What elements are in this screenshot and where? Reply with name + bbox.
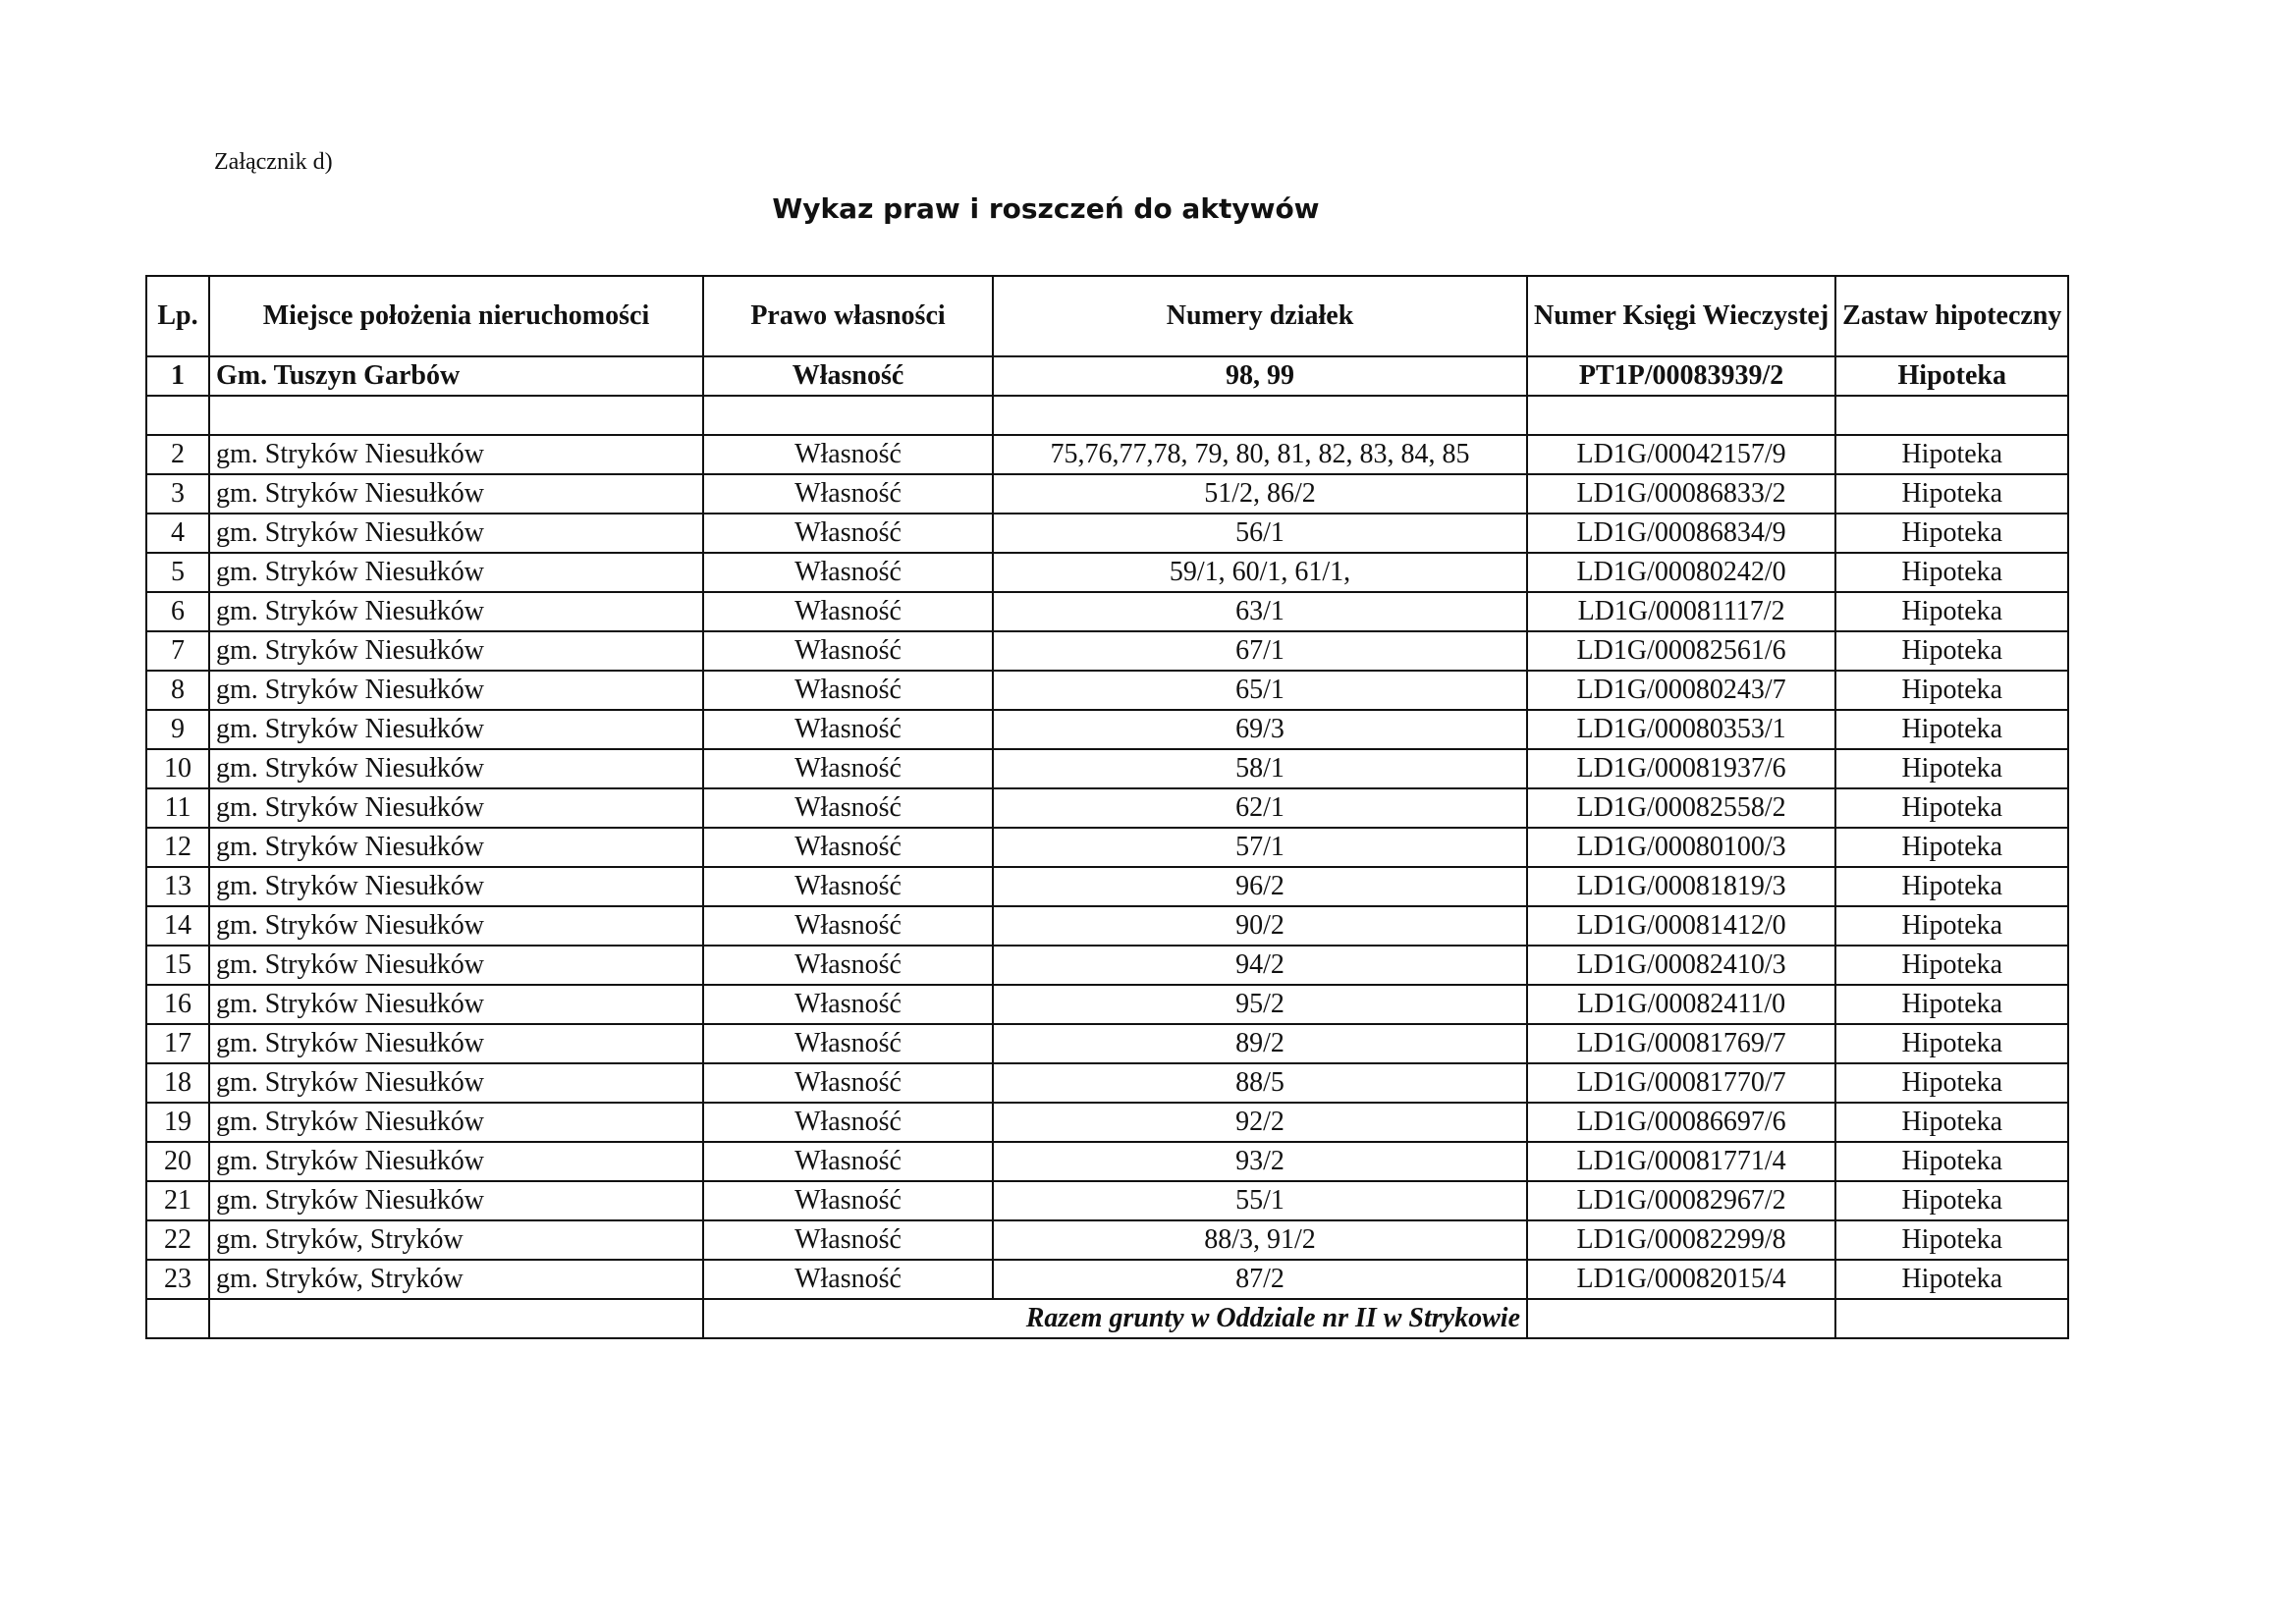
cell-lp: 1	[146, 356, 209, 396]
cell-mortgage: Hipoteka	[1835, 1260, 2068, 1299]
cell-mortgage: Hipoteka	[1835, 710, 2068, 749]
cell-ownership: Własność	[703, 788, 993, 828]
summary-empty-location	[209, 1299, 703, 1338]
cell-mortgage: Hipoteka	[1835, 749, 2068, 788]
cell-location: gm. Stryków Niesułków	[209, 631, 703, 671]
cell-land-register: LD1G/00081937/6	[1527, 749, 1835, 788]
cell-lp: 14	[146, 906, 209, 946]
cell-land-register: LD1G/00080353/1	[1527, 710, 1835, 749]
cell-plots: 55/1	[993, 1181, 1527, 1220]
cell-land-register: LD1G/00082967/2	[1527, 1181, 1835, 1220]
cell-land-register: LD1G/00086697/6	[1527, 1103, 1835, 1142]
table-row	[146, 553, 2068, 592]
cell-mortgage: Hipoteka	[1835, 985, 2068, 1024]
cell-location: gm. Stryków, Stryków	[209, 1220, 703, 1260]
cell-plots: 67/1	[993, 631, 1527, 671]
cell-plots: 59/1, 60/1, 61/1,	[993, 553, 1527, 592]
cell-location: gm. Stryków Niesułków	[209, 435, 703, 474]
cell-ownership: Własność	[703, 1142, 993, 1181]
cell-plots: 88/3, 91/2	[993, 1220, 1527, 1260]
cell-plots: 92/2	[993, 1103, 1527, 1142]
cell-plots: 96/2	[993, 867, 1527, 906]
cell-plots: 93/2	[993, 1142, 1527, 1181]
assets-table	[145, 275, 2069, 1339]
table-row	[146, 356, 2068, 396]
cell-lp: 22	[146, 1220, 209, 1260]
cell-mortgage: Hipoteka	[1835, 1181, 2068, 1220]
cell-land-register: LD1G/00081117/2	[1527, 592, 1835, 631]
cell-location: gm. Stryków Niesułków	[209, 1103, 703, 1142]
cell-lp: 21	[146, 1181, 209, 1220]
table-row	[146, 435, 2068, 474]
cell-mortgage: Hipoteka	[1835, 671, 2068, 710]
cell-lp: 10	[146, 749, 209, 788]
cell-lp: 5	[146, 553, 209, 592]
cell-lp: 15	[146, 946, 209, 985]
cell-location: gm. Stryków Niesułków	[209, 671, 703, 710]
cell-mortgage: Hipoteka	[1835, 828, 2068, 867]
cell-lp: 23	[146, 1260, 209, 1299]
cell-lp: 17	[146, 1024, 209, 1063]
cell-ownership: Własność	[703, 985, 993, 1024]
cell-ownership: Własność	[703, 946, 993, 985]
table-row	[146, 1063, 2068, 1103]
empty-cell	[703, 396, 993, 435]
cell-plots: 56/1	[993, 514, 1527, 553]
summary-label: Razem grunty w Oddziale nr II w Strykowie	[703, 1299, 1527, 1338]
cell-plots: 89/2	[993, 1024, 1527, 1063]
cell-location: gm. Stryków, Stryków	[209, 1260, 703, 1299]
cell-ownership: Własność	[703, 1024, 993, 1063]
cell-lp: 2	[146, 435, 209, 474]
cell-mortgage: Hipoteka	[1835, 1063, 2068, 1103]
table-row	[146, 1260, 2068, 1299]
cell-ownership: Własność	[703, 1181, 993, 1220]
cell-mortgage: Hipoteka	[1835, 474, 2068, 514]
cell-location: gm. Stryków Niesułków	[209, 1142, 703, 1181]
cell-ownership: Własność	[703, 906, 993, 946]
table-row	[146, 592, 2068, 631]
cell-mortgage: Hipoteka	[1835, 553, 2068, 592]
cell-location: gm. Stryków Niesułków	[209, 1181, 703, 1220]
table-row	[146, 788, 2068, 828]
cell-plots: 69/3	[993, 710, 1527, 749]
header-plots: Numery działek	[993, 276, 1527, 356]
cell-plots: 98, 99	[993, 356, 1527, 396]
cell-lp: 12	[146, 828, 209, 867]
empty-cell	[146, 396, 209, 435]
cell-mortgage: Hipoteka	[1835, 1220, 2068, 1260]
cell-lp: 16	[146, 985, 209, 1024]
cell-location: Gm. Tuszyn Garbów	[209, 356, 703, 396]
cell-location: gm. Stryków Niesułków	[209, 710, 703, 749]
cell-lp: 19	[146, 1103, 209, 1142]
cell-land-register: LD1G/00081771/4	[1527, 1142, 1835, 1181]
cell-land-register: LD1G/00042157/9	[1527, 435, 1835, 474]
table-row	[146, 710, 2068, 749]
cell-land-register: LD1G/00081412/0	[1527, 906, 1835, 946]
cell-ownership: Własność	[703, 356, 993, 396]
cell-lp: 3	[146, 474, 209, 514]
cell-ownership: Własność	[703, 631, 993, 671]
empty-cell	[209, 396, 703, 435]
cell-lp: 11	[146, 788, 209, 828]
cell-location: gm. Stryków Niesułków	[209, 749, 703, 788]
cell-ownership: Własność	[703, 1220, 993, 1260]
cell-land-register: LD1G/00080100/3	[1527, 828, 1835, 867]
table-row	[146, 867, 2068, 906]
cell-ownership: Własność	[703, 435, 993, 474]
cell-land-register: LD1G/00081769/7	[1527, 1024, 1835, 1063]
table-row	[146, 1142, 2068, 1181]
cell-location: gm. Stryków Niesułków	[209, 1063, 703, 1103]
cell-ownership: Własność	[703, 474, 993, 514]
cell-plots: 88/5	[993, 1063, 1527, 1103]
cell-plots: 57/1	[993, 828, 1527, 867]
table-row	[146, 1181, 2068, 1220]
summary-empty-mortgage	[1835, 1299, 2068, 1338]
cell-plots: 75,76,77,78, 79, 80, 81, 82, 83, 84, 85	[993, 435, 1527, 474]
cell-location: gm. Stryków Niesułków	[209, 946, 703, 985]
cell-location: gm. Stryków Niesułków	[209, 474, 703, 514]
summary-empty-land-register	[1527, 1299, 1835, 1338]
cell-location: gm. Stryków Niesułków	[209, 514, 703, 553]
cell-land-register: LD1G/00082558/2	[1527, 788, 1835, 828]
cell-mortgage: Hipoteka	[1835, 1103, 2068, 1142]
cell-land-register: LD1G/00086833/2	[1527, 474, 1835, 514]
cell-land-register: PT1P/00083939/2	[1527, 356, 1835, 396]
cell-lp: 7	[146, 631, 209, 671]
cell-location: gm. Stryków Niesułków	[209, 788, 703, 828]
table-row	[146, 946, 2068, 985]
table-row	[146, 631, 2068, 671]
cell-lp: 9	[146, 710, 209, 749]
table-row	[146, 1103, 2068, 1142]
cell-lp: 13	[146, 867, 209, 906]
cell-ownership: Własność	[703, 553, 993, 592]
cell-plots: 95/2	[993, 985, 1527, 1024]
cell-location: gm. Stryków Niesułków	[209, 553, 703, 592]
cell-ownership: Własność	[703, 1260, 993, 1299]
cell-ownership: Własność	[703, 1063, 993, 1103]
table-header-row	[146, 276, 2068, 356]
cell-ownership: Własność	[703, 828, 993, 867]
cell-land-register: LD1G/00080243/7	[1527, 671, 1835, 710]
header-mortgage: Zastaw hipoteczny	[1835, 276, 2068, 356]
cell-lp: 4	[146, 514, 209, 553]
empty-row	[146, 396, 2068, 435]
cell-land-register: LD1G/00080242/0	[1527, 553, 1835, 592]
cell-location: gm. Stryków Niesułków	[209, 828, 703, 867]
empty-cell	[1835, 396, 2068, 435]
empty-cell	[993, 396, 1527, 435]
cell-ownership: Własność	[703, 867, 993, 906]
header-lp: Lp.	[146, 276, 209, 356]
cell-mortgage: Hipoteka	[1835, 867, 2068, 906]
table-row	[146, 1024, 2068, 1063]
cell-plots: 87/2	[993, 1260, 1527, 1299]
cell-plots: 63/1	[993, 592, 1527, 631]
cell-mortgage: Hipoteka	[1835, 788, 2068, 828]
cell-plots: 51/2, 86/2	[993, 474, 1527, 514]
table-row	[146, 474, 2068, 514]
cell-location: gm. Stryków Niesułków	[209, 985, 703, 1024]
cell-ownership: Własność	[703, 1103, 993, 1142]
cell-plots: 58/1	[993, 749, 1527, 788]
cell-plots: 94/2	[993, 946, 1527, 985]
cell-location: gm. Stryków Niesułków	[209, 867, 703, 906]
cell-mortgage: Hipoteka	[1835, 356, 2068, 396]
header-land-register: Numer Księgi Wieczystej	[1527, 276, 1835, 356]
cell-plots: 65/1	[993, 671, 1527, 710]
cell-land-register: LD1G/00082411/0	[1527, 985, 1835, 1024]
header-ownership: Prawo własności	[703, 276, 993, 356]
cell-mortgage: Hipoteka	[1835, 1024, 2068, 1063]
cell-mortgage: Hipoteka	[1835, 592, 2068, 631]
cell-location: gm. Stryków Niesułków	[209, 906, 703, 946]
cell-ownership: Własność	[703, 710, 993, 749]
annex-label: Załącznik d)	[214, 149, 333, 175]
table-row	[146, 828, 2068, 867]
cell-land-register: LD1G/00086834/9	[1527, 514, 1835, 553]
table-row	[146, 906, 2068, 946]
cell-land-register: LD1G/00081770/7	[1527, 1063, 1835, 1103]
cell-lp: 18	[146, 1063, 209, 1103]
table-row	[146, 1220, 2068, 1260]
cell-land-register: LD1G/00082561/6	[1527, 631, 1835, 671]
table-row	[146, 985, 2068, 1024]
cell-mortgage: Hipoteka	[1835, 906, 2068, 946]
header-location: Miejsce położenia nieruchomości	[209, 276, 703, 356]
document-title: Wykaz praw i roszczeń do aktywów	[772, 192, 1320, 225]
table-row	[146, 749, 2068, 788]
cell-land-register: LD1G/00082299/8	[1527, 1220, 1835, 1260]
table-row	[146, 514, 2068, 553]
cell-lp: 8	[146, 671, 209, 710]
summary-empty-lp	[146, 1299, 209, 1338]
table-row	[146, 671, 2068, 710]
empty-cell	[1527, 396, 1835, 435]
cell-mortgage: Hipoteka	[1835, 631, 2068, 671]
cell-location: gm. Stryków Niesułków	[209, 592, 703, 631]
cell-lp: 6	[146, 592, 209, 631]
cell-mortgage: Hipoteka	[1835, 1142, 2068, 1181]
cell-mortgage: Hipoteka	[1835, 435, 2068, 474]
cell-land-register: LD1G/00082410/3	[1527, 946, 1835, 985]
summary-row	[146, 1299, 2068, 1338]
cell-plots: 90/2	[993, 906, 1527, 946]
cell-ownership: Własność	[703, 749, 993, 788]
cell-land-register: LD1G/00082015/4	[1527, 1260, 1835, 1299]
cell-land-register: LD1G/00081819/3	[1527, 867, 1835, 906]
cell-mortgage: Hipoteka	[1835, 514, 2068, 553]
cell-ownership: Własność	[703, 514, 993, 553]
cell-mortgage: Hipoteka	[1835, 946, 2068, 985]
cell-ownership: Własność	[703, 592, 993, 631]
cell-lp: 20	[146, 1142, 209, 1181]
cell-ownership: Własność	[703, 671, 993, 710]
cell-plots: 62/1	[993, 788, 1527, 828]
cell-location: gm. Stryków Niesułków	[209, 1024, 703, 1063]
